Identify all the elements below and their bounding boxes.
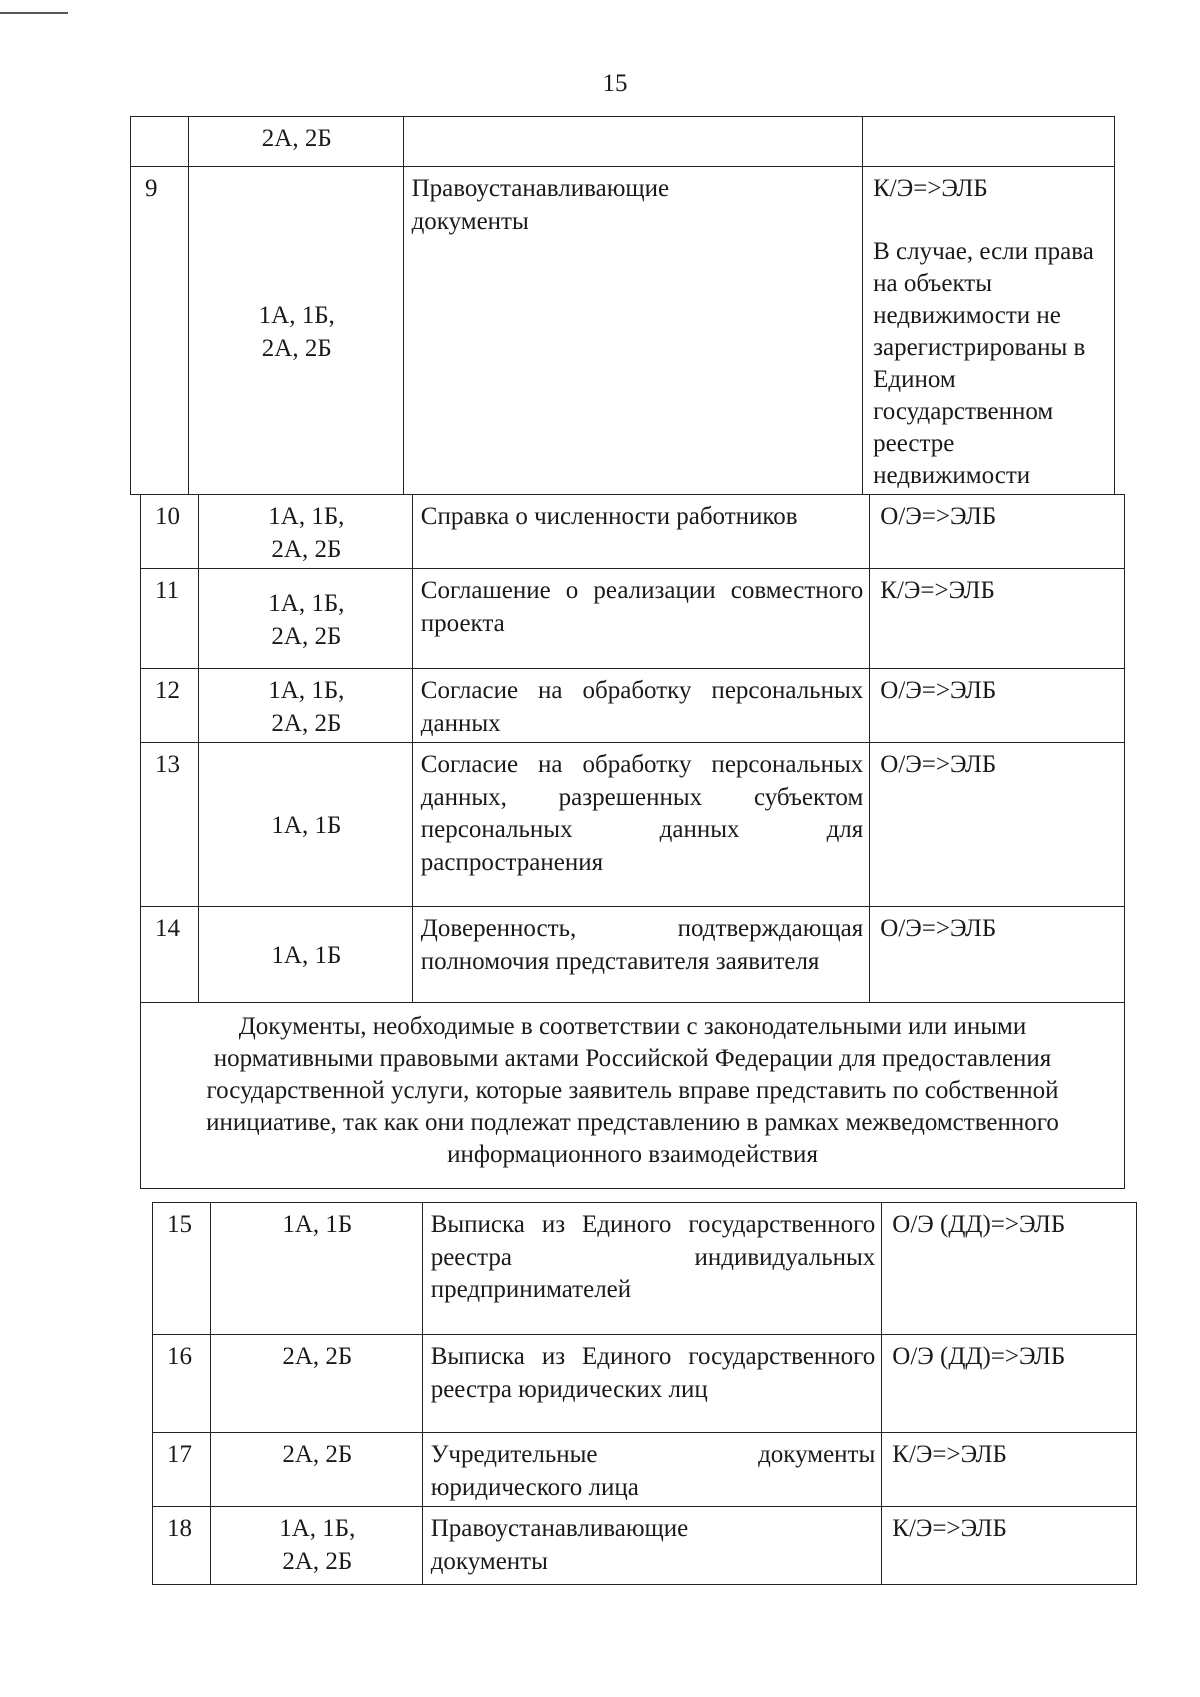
row-form: К/Э=>ЭЛБ xyxy=(870,569,1125,669)
page-number: 15 xyxy=(602,70,628,97)
row-document-name: Согласие на обработку персональных данных xyxy=(412,669,870,743)
row-categories: 1А, 1Б xyxy=(210,1203,422,1335)
section-row xyxy=(141,1003,1125,1189)
table-row xyxy=(141,743,1125,907)
row-categories: 2А, 2Б xyxy=(188,117,403,167)
row-categories: 2А, 2Б xyxy=(210,1335,422,1433)
row-categories: 1А, 1Б, 2А, 2Б xyxy=(188,167,403,495)
row-form: К/Э=>ЭЛБ xyxy=(882,1507,1137,1585)
row-number: 16 xyxy=(153,1335,211,1433)
row-categories: 1А, 1Б xyxy=(198,743,412,907)
row-number: 14 xyxy=(141,907,199,1003)
row-document-name: Выписка из Единого государственного реестра юридических лиц xyxy=(422,1335,882,1433)
row-categories: 1А, 1Б, 2А, 2Б xyxy=(198,669,412,743)
scan-artifact-line xyxy=(0,12,68,14)
row-form xyxy=(863,117,1115,167)
row-form: К/Э=>ЭЛБ xyxy=(882,1433,1137,1507)
table-row xyxy=(141,669,1125,743)
row-document-name: Правоустанавливающие документы xyxy=(403,167,863,495)
row-number: 18 xyxy=(153,1507,211,1585)
row-form: О/Э=>ЭЛБ xyxy=(870,907,1125,1003)
documents-table-part-2 xyxy=(140,494,1125,1189)
row-document-name xyxy=(403,117,863,167)
row-categories: 2А, 2Б xyxy=(210,1433,422,1507)
row-document-name: Доверенность, подтверждающая полномочия представителя заявителя xyxy=(412,907,870,1003)
row-form: О/Э=>ЭЛБ xyxy=(870,743,1125,907)
row-number xyxy=(131,117,189,167)
row-number: 17 xyxy=(153,1433,211,1507)
row-form: О/Э (ДД)=>ЭЛБ xyxy=(882,1203,1137,1335)
table-row xyxy=(153,1433,1137,1507)
row-document-name: Учредительные документы юридического лица xyxy=(422,1433,882,1507)
table-row xyxy=(153,1203,1137,1335)
documents-table-part-3 xyxy=(152,1202,1137,1585)
row-document-name: Согласие на обработку персональных данных, разрешенных субъектом персональных данных для распространения xyxy=(412,743,870,907)
form-value: К/Э=>ЭЛБ xyxy=(873,175,988,202)
table-row xyxy=(141,495,1125,569)
row-categories: 1А, 1Б, 2А, 2Б xyxy=(198,495,412,569)
table-row xyxy=(141,569,1125,669)
table-row xyxy=(141,907,1125,1003)
documents-table xyxy=(130,116,1115,495)
table-row xyxy=(131,167,1115,495)
row-categories: 1А, 1Б, 2А, 2Б xyxy=(198,569,412,669)
row-number: 11 xyxy=(141,569,199,669)
row-categories: 1А, 1Б xyxy=(198,907,412,1003)
section-heading: Документы, необходимые в соответствии с законодательными или иными нормативными правовыми актами Российской Федерации для предоставления государственной услуги, которые заявитель вправе представить по собственной инициативе, так как они подлежат представлению в рамках межведомственного информационного взаимодействия xyxy=(141,1003,1125,1189)
row-form: О/Э=>ЭЛБ xyxy=(870,669,1125,743)
row-number: 9 xyxy=(131,167,189,495)
row-number: 15 xyxy=(153,1203,211,1335)
row-categories: 1А, 1Б, 2А, 2Б xyxy=(210,1507,422,1585)
row-number: 12 xyxy=(141,669,199,743)
table-row xyxy=(131,117,1115,167)
row-document-name: Соглашение о реализации совместного проекта xyxy=(412,569,870,669)
row-document-name: Справка о численности работников xyxy=(412,495,870,569)
table-row xyxy=(153,1507,1137,1585)
row-document-name: Выписка из Единого государственного реестра индивидуальных предпринимателей xyxy=(422,1203,882,1335)
row-form xyxy=(863,167,1115,495)
row-form: О/Э=>ЭЛБ xyxy=(870,495,1125,569)
form-condition-note: В случае, если права на объекты недвижимости не зарегистрированы в Едином государственном реестре недвижимости xyxy=(873,237,1094,489)
row-number: 13 xyxy=(141,743,199,907)
row-form: О/Э (ДД)=>ЭЛБ xyxy=(882,1335,1137,1433)
row-document-name: Правоустанавливающие документы xyxy=(422,1507,882,1585)
row-number: 10 xyxy=(141,495,199,569)
table-row xyxy=(153,1335,1137,1433)
